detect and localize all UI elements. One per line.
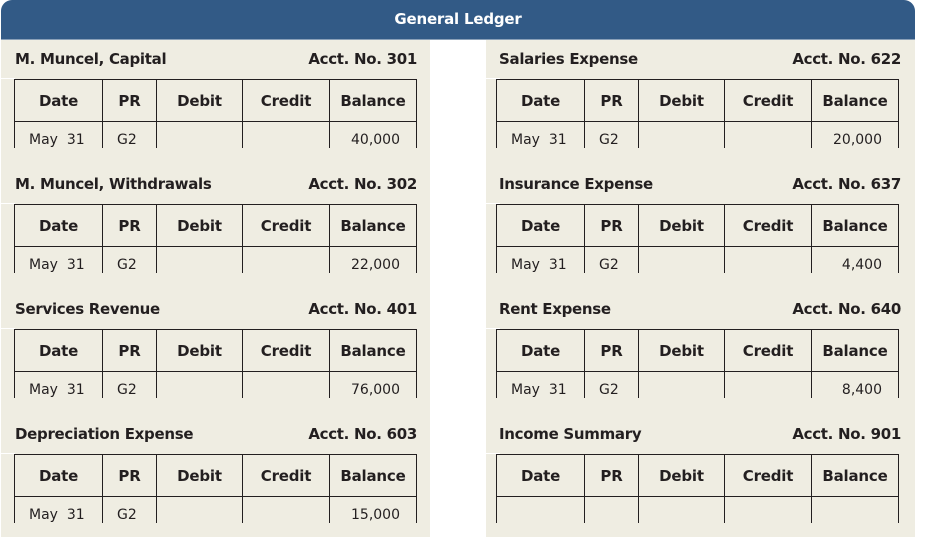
column-header-balance: Balance (812, 330, 899, 372)
account-number: Acct. No. 901 (792, 425, 901, 443)
cell-date: May 31 (15, 247, 103, 274)
column-header-credit: Credit (243, 330, 330, 372)
column-header-pr: PR (103, 205, 157, 247)
column-header-balance: Balance (330, 330, 417, 372)
ledger-account (1, 165, 430, 290)
column-header-date: Date (497, 205, 585, 247)
account-name: Rent Expense (499, 300, 611, 318)
cell-pr: G2 (585, 372, 639, 399)
divider (1, 328, 15, 329)
account-name: Services Revenue (15, 300, 160, 318)
ledger-account (1, 290, 430, 415)
ledger-account (486, 415, 915, 540)
ledger-table (496, 454, 899, 523)
divider (1, 203, 15, 204)
ledger-panel-left (1, 40, 430, 537)
column-header-debit: Debit (639, 205, 725, 247)
column-header-pr: PR (585, 205, 639, 247)
column-header-pr: PR (585, 330, 639, 372)
column-header-balance: Balance (812, 205, 899, 247)
cell-balance: 40,000 (330, 122, 417, 149)
cell-balance: 15,000 (330, 497, 417, 524)
ledger-account (1, 415, 430, 540)
cell-credit (243, 247, 330, 274)
account-name: Income Summary (499, 425, 642, 443)
cell-debit (157, 122, 243, 149)
cell-pr: G2 (585, 247, 639, 274)
ledger-table (14, 454, 417, 523)
cell-credit (725, 497, 812, 524)
account-number: Acct. No. 301 (308, 50, 417, 68)
cell-credit (725, 247, 812, 274)
table-header-row (497, 455, 899, 497)
column-header-date: Date (497, 330, 585, 372)
table-row (15, 247, 417, 274)
column-header-balance: Balance (812, 455, 899, 497)
page-title: General Ledger (394, 10, 522, 28)
table-header-row (15, 455, 417, 497)
cell-debit (639, 247, 725, 274)
column-header-debit: Debit (639, 330, 725, 372)
cell-pr (585, 497, 639, 524)
account-number: Acct. No. 603 (308, 425, 417, 443)
cell-balance: 76,000 (330, 372, 417, 399)
column-header-debit: Debit (157, 330, 243, 372)
column-header-debit: Debit (157, 455, 243, 497)
column-header-date: Date (15, 80, 103, 122)
cell-credit (243, 372, 330, 399)
account-number: Acct. No. 637 (792, 175, 901, 193)
column-header-balance: Balance (330, 205, 417, 247)
table-header-row (15, 80, 417, 122)
cell-date (497, 497, 585, 524)
account-name: M. Muncel, Capital (15, 50, 167, 68)
ledger-table (496, 329, 899, 398)
cell-date: May 31 (15, 372, 103, 399)
table-row (497, 247, 899, 274)
column-header-date: Date (497, 80, 585, 122)
column-header-credit: Credit (243, 455, 330, 497)
column-header-credit: Credit (725, 330, 812, 372)
column-header-balance: Balance (330, 80, 417, 122)
cell-debit (157, 372, 243, 399)
column-header-date: Date (15, 455, 103, 497)
table-header-row (15, 205, 417, 247)
ledger-table (496, 204, 899, 273)
table-header-row (497, 205, 899, 247)
divider (1, 453, 15, 454)
ledger-panel-right (486, 40, 915, 537)
cell-debit (639, 372, 725, 399)
column-header-credit: Credit (725, 455, 812, 497)
ledger-table (496, 79, 899, 148)
column-header-pr: PR (585, 80, 639, 122)
column-header-credit: Credit (725, 205, 812, 247)
cell-debit (639, 497, 725, 524)
cell-debit (157, 247, 243, 274)
column-header-balance: Balance (812, 80, 899, 122)
cell-pr: G2 (103, 122, 157, 149)
cell-balance: 4,400 (812, 247, 899, 274)
column-header-date: Date (497, 455, 585, 497)
column-header-debit: Debit (157, 205, 243, 247)
account-name: M. Muncel, Withdrawals (15, 175, 212, 193)
cell-date: May 31 (497, 372, 585, 399)
column-header-credit: Credit (243, 205, 330, 247)
divider (1, 78, 15, 79)
column-header-debit: Debit (639, 455, 725, 497)
table-header-row (497, 330, 899, 372)
column-header-date: Date (15, 205, 103, 247)
column-header-pr: PR (103, 330, 157, 372)
cell-date: May 31 (15, 122, 103, 149)
cell-date: May 31 (497, 122, 585, 149)
column-header-pr: PR (585, 455, 639, 497)
cell-date: May 31 (497, 247, 585, 274)
cell-pr: G2 (585, 122, 639, 149)
cell-date: May 31 (15, 497, 103, 524)
table-header-row (15, 330, 417, 372)
column-header-credit: Credit (725, 80, 812, 122)
ledger-account (486, 290, 915, 415)
column-header-debit: Debit (157, 80, 243, 122)
column-header-pr: PR (103, 455, 157, 497)
cell-credit (725, 372, 812, 399)
cell-credit (725, 122, 812, 149)
table-row (497, 497, 899, 524)
ledger-account (486, 40, 915, 165)
table-row (15, 497, 417, 524)
cell-pr: G2 (103, 372, 157, 399)
table-row (497, 372, 899, 399)
account-name: Depreciation Expense (15, 425, 194, 443)
ledger-account (1, 40, 430, 165)
ledger-table (14, 329, 417, 398)
table-row (15, 122, 417, 149)
column-header-balance: Balance (330, 455, 417, 497)
account-number: Acct. No. 640 (792, 300, 901, 318)
cell-pr: G2 (103, 497, 157, 524)
column-header-date: Date (15, 330, 103, 372)
ledger-table (14, 79, 417, 148)
cell-debit (157, 497, 243, 524)
table-row (497, 122, 899, 149)
ledger-table (14, 204, 417, 273)
table-header-row (497, 80, 899, 122)
ledger-account (486, 165, 915, 290)
general-ledger-header (1, 0, 915, 40)
cell-credit (243, 122, 330, 149)
cell-pr: G2 (103, 247, 157, 274)
account-name: Insurance Expense (499, 175, 653, 193)
account-name: Salaries Expense (499, 50, 638, 68)
table-row (15, 372, 417, 399)
account-number: Acct. No. 302 (308, 175, 417, 193)
account-number: Acct. No. 401 (308, 300, 417, 318)
cell-credit (243, 497, 330, 524)
column-header-credit: Credit (243, 80, 330, 122)
account-number: Acct. No. 622 (792, 50, 901, 68)
cell-balance: 20,000 (812, 122, 899, 149)
cell-balance: 22,000 (330, 247, 417, 274)
cell-debit (639, 122, 725, 149)
cell-balance (812, 497, 899, 524)
column-header-debit: Debit (639, 80, 725, 122)
cell-balance: 8,400 (812, 372, 899, 399)
column-header-pr: PR (103, 80, 157, 122)
